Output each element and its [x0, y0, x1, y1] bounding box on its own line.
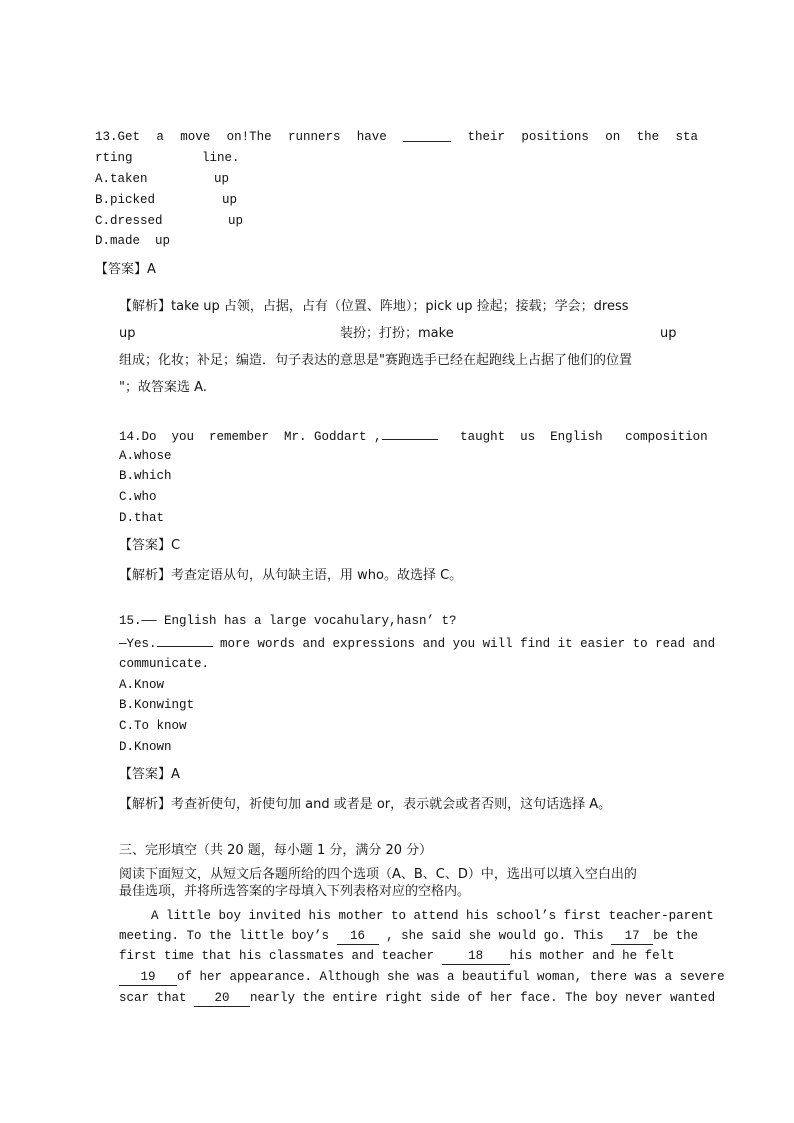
passage-line3: [119, 948, 675, 965]
q13-stem-line2-a: rting: [95, 151, 133, 165]
q13-option-d-particle: up: [155, 234, 171, 248]
q13-analysis-line2-a: up: [119, 326, 136, 341]
passage-text: of her appearance. Although she was a beautiful woman, there was a severe: [177, 970, 725, 984]
q13-stem-line2-b: line.: [202, 151, 240, 165]
q14-option-c: C.who: [119, 490, 157, 504]
q13-word: on: [605, 130, 621, 144]
q15-blank: [157, 634, 213, 647]
q15-reply-c: communicate.: [119, 657, 210, 671]
q13-word: a: [156, 130, 164, 144]
q13-answer: 【答案】A: [95, 262, 156, 277]
q13-option-c-particle: up: [228, 214, 244, 228]
q15-stem: 15.—— English has a large vocahulary,hasn’ t?: [119, 614, 457, 628]
q15-reply-b: more words and expressions and you will find it easier to read and: [220, 637, 716, 651]
passage-text: first time that his classmates and teacher: [119, 949, 435, 963]
q14-option-b: B.which: [119, 469, 172, 483]
q13-word: sta: [675, 130, 698, 144]
passage-text: nearly the entire right side of her face. The boy never wanted: [250, 991, 716, 1005]
q13-option-a-particle: up: [214, 172, 230, 186]
section3-instruction-line2: 最佳选项，并将所选答案的字母填入下列表格对应的空格内。: [119, 884, 471, 899]
q13-analysis-line4: "；故答案选 A.: [119, 380, 207, 395]
q15-reply-a: —Yes.: [119, 637, 157, 651]
q13-analysis-line2-b: 装扮；打扮；make: [340, 326, 454, 341]
q13-word: on!The: [226, 130, 272, 144]
q13-analysis-line3: 组成；化妆；补足；编造．句子表达的意思是"赛跑选手已经在起跑线上占据了他们的位置: [119, 353, 632, 368]
q14-stem-a: 14.Do you remember Mr. Goddart ,: [119, 430, 382, 444]
q13-word: the: [636, 130, 660, 144]
section3-instruction-line1: 阅读下面短文，从短文后各题所给的四个选项（A、B、C、D）中，选出可以填入空白出的: [119, 867, 637, 882]
passage-line5: [119, 990, 715, 1007]
passage-text: be the: [653, 929, 699, 943]
q13-word: 13.Get: [95, 130, 141, 144]
passage-line2: [119, 928, 698, 945]
passage-text: , she said she would go. This: [386, 929, 604, 943]
q14-answer: 【答案】C: [119, 538, 181, 553]
q13-analysis-line2-c: up: [660, 326, 677, 341]
q15-option-a: A.Know: [119, 678, 165, 692]
q13-option-b-word: B.picked: [95, 193, 156, 207]
q13-word: positions: [521, 130, 589, 144]
q15-reply: [119, 634, 715, 652]
q13-word: have: [356, 130, 387, 144]
q14-option-d: D.that: [119, 511, 165, 525]
q13-option-c-word: C.dressed: [95, 214, 163, 228]
q14-stem-b: taught us English composition: [460, 430, 708, 444]
q13-option-b-particle: up: [222, 193, 238, 207]
passage-text: meeting. To the little boy’s: [119, 929, 330, 943]
q14-option-a: A.whose: [119, 449, 172, 463]
passage-line1: A little boy invited his mother to attend his school’s first teacher-parent: [151, 909, 714, 923]
q14-analysis: 【解析】考查定语从句，从句缺主语，用 who。故选择 C。: [119, 568, 463, 583]
q15-option-b: B.Konwingt: [119, 698, 195, 712]
q13-option-a-word: A.taken: [95, 172, 148, 186]
q13-blank: [403, 129, 451, 142]
q15-option-c: C.To know: [119, 719, 187, 733]
q13-stem-line1: [95, 129, 698, 145]
passage-line4: [119, 969, 725, 986]
blank-16: 16: [337, 929, 379, 945]
q15-analysis: 【解析】考查祈使句，祈使句加 and 或者是 or，表示就会或者否则，这句话选择 A。: [119, 797, 612, 812]
q15-option-d: D.Known: [119, 740, 172, 754]
blank-19: 19: [119, 970, 177, 986]
q15-answer: 【答案】A: [119, 767, 180, 782]
blank-20: 20: [194, 991, 250, 1007]
passage-text: scar that: [119, 991, 187, 1005]
q14-blank: [382, 427, 438, 440]
blank-18: 18: [442, 949, 510, 965]
q13-analysis-line1: 【解析】take up 占领，占据，占有（位置、阵地）；pick up 捡起；接载；学会；dress: [119, 299, 629, 314]
q14-stem: [119, 427, 708, 445]
q13-option-d-word: D.made: [95, 234, 141, 248]
blank-17: 17: [611, 929, 653, 945]
passage-text: his mother and he felt: [509, 949, 675, 963]
q13-word: their: [467, 130, 506, 144]
q13-word: runners: [287, 130, 341, 144]
section3-heading: 三、完形填空（共 20 题，每小题 1 分，满分 20 分）: [119, 843, 433, 858]
q13-word: move: [180, 130, 211, 144]
